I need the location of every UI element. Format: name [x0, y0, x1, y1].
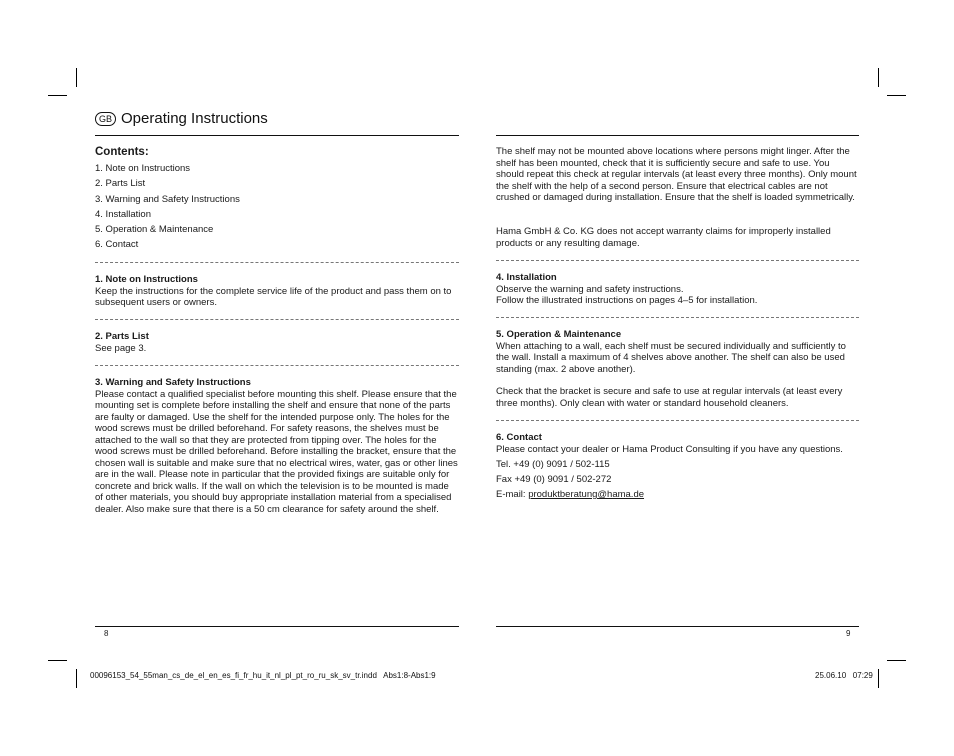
- footer-rule: [496, 626, 859, 627]
- section-body: Keep the instructions for the complete service life of the product and pass them on to subsequent users or owners.: [95, 285, 452, 308]
- section-divider: [95, 319, 459, 320]
- contents-item: 3. Warning and Safety Instructions: [95, 194, 240, 205]
- crop-mark: [887, 95, 906, 96]
- section-body: Observe the warning and safety instructions.: [496, 283, 684, 295]
- crop-mark: [878, 669, 879, 688]
- section-operation: [496, 329, 859, 409]
- section-installation: [496, 272, 859, 307]
- contents-item: 6. Contact: [95, 239, 139, 250]
- crop-mark: [887, 660, 906, 661]
- section-heading: 6. Contact: [496, 432, 542, 443]
- section-divider: [95, 365, 459, 366]
- section-divider: [496, 317, 859, 318]
- section-body: Please contact a qualified specialist before mounting this shelf. Please ensure that the mounting set is complete before installing the shelf and ensure that none of the parts are faulty or damaged. Use the shelf for the intended purpose only. The holes for the wood screws must be drilled beforehand. For safety reasons, the shelves must be attached to the wall so that they are protected from tipping over. The holes for the wood screws must be drilled beforehand. Before installing the bracket, ensure that the chosen wall is suitable and make sure that no electrical wires, water, gas or other lines are in the wall. Please note in particular that the provided fixings are suitable only for concrete and brick walls. If the wall on which the television is to be mounted is made of other materials, you should buy appropriate installation material from a specialised dealer. Also make sure that there is a 50 cm clearance for safety around the shelf.: [95, 388, 458, 515]
- email-link[interactable]: produktberatung@hama.de: [528, 489, 645, 500]
- section-heading: 5. Operation & Maintenance: [496, 329, 622, 340]
- section-contact: [496, 432, 859, 455]
- page-number-right: 9: [846, 629, 851, 638]
- crop-mark: [48, 95, 67, 96]
- print-date: 25.06.10 07:29: [815, 671, 873, 680]
- section-body: Check that the bracket is secure and safe to use at regular intervals (at least every three months). Only clean with water or standard household cleaners.: [496, 386, 843, 409]
- contents-item: 5. Operation & Maintenance: [95, 224, 214, 235]
- disclaimer: Hama GmbH & Co. KG does not accept warranty claims for improperly installed products or any resulting damage.: [496, 226, 831, 249]
- email-label: E-mail:: [496, 489, 529, 500]
- safety-continued: The shelf may not be mounted above locations where persons might linger. After the shelf has been mounted, check that it is sufficiently secure and safe to use. You should repeat this check at regular intervals (at least every three months). Only mount the shelf with the help of a second person. Ensure that electrical cables are not crushed or damaged during installation. Ensure that the shelf is loaded symmetrically.: [496, 146, 857, 203]
- section-body: Please contact your dealer or Hama Product Consulting if you have any questions.: [496, 443, 843, 455]
- contents-item: 2. Parts List: [95, 178, 146, 189]
- crop-mark: [48, 660, 67, 661]
- section-body: See page 3.: [95, 342, 147, 354]
- footer-rule: [95, 626, 459, 627]
- print-file-info: 00096153_54_55man_cs_de_el_en_es_fi_fr_hu_it_nl_pl_pt_ro_ru_sk_sv_tr.indd Abs1:8-Abs1:9: [90, 671, 436, 680]
- section-body: Follow the illustrated instructions on pages 4–5 for installation.: [496, 295, 758, 306]
- header-rule: [95, 135, 459, 136]
- language-badge: GB: [95, 112, 116, 126]
- crop-mark: [76, 669, 77, 688]
- section-divider: [95, 262, 459, 263]
- section-heading: 2. Parts List: [95, 331, 149, 342]
- contact-tel: Tel. +49 (0) 9091 / 502-115: [496, 459, 610, 470]
- section-divider: [496, 260, 859, 261]
- page-header: [95, 110, 268, 127]
- header-rule: [496, 135, 859, 136]
- section-warning: [95, 377, 459, 515]
- crop-mark: [878, 68, 879, 87]
- contents-item: 4. Installation: [95, 209, 151, 220]
- section-heading: 3. Warning and Safety Instructions: [95, 377, 251, 388]
- contents-item: 1. Note on Instructions: [95, 163, 191, 174]
- contact-fax: Fax +49 (0) 9091 / 502-272: [496, 474, 612, 485]
- page-title: Operating Instructions: [121, 110, 268, 127]
- crop-mark: [76, 68, 77, 87]
- section-parts: [95, 331, 459, 354]
- section-heading: 1. Note on Instructions: [95, 274, 198, 285]
- section-body: When attaching to a wall, each shelf must be secured individually and sufficiently to the wall. Install a maximum of 4 shelves above another. The shelf can also be used standing (max. 2 above another).: [496, 340, 846, 375]
- page-number-left: 8: [104, 629, 109, 638]
- section-note: [95, 274, 459, 309]
- contact-email-row: [496, 489, 644, 501]
- section-divider: [496, 420, 859, 421]
- section-heading: 4. Installation: [496, 272, 557, 283]
- contents-title: Contents:: [95, 146, 149, 158]
